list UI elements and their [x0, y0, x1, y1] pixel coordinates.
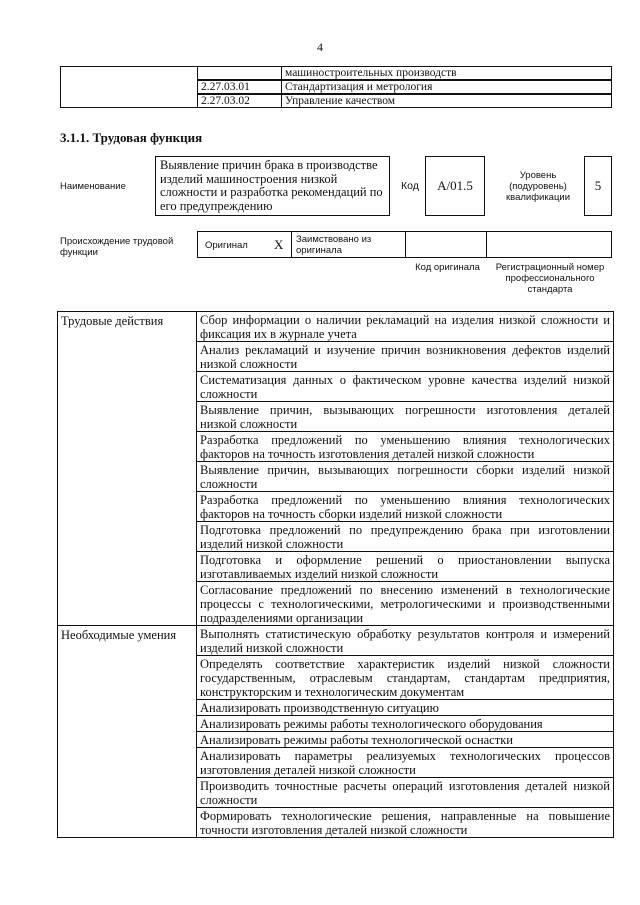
section-item: Анализировать режимы работы технологической оснастки	[197, 732, 614, 748]
page-number: 4	[317, 40, 323, 54]
top-table-blank-cell	[60, 66, 198, 80]
original-cell	[197, 231, 292, 258]
section-item: Анализировать параметры реализуемых технологических процессов изготовления деталей низкой сложности	[197, 748, 614, 778]
top-table-code-cell: 2.27.03.01	[197, 80, 282, 94]
original-mark: X	[274, 237, 284, 252]
borrowed-cell	[291, 231, 406, 258]
top-table-code-cell	[197, 66, 282, 80]
function-details-table	[57, 311, 614, 838]
top-table-name-cell: Стандартизация и метрология	[281, 80, 612, 94]
section-title: 3.1.1. Трудовая функция	[60, 130, 203, 145]
section-item: Подготовка и оформление решений о приостановлении выпуска изготавливаемых изделий низкой сложности	[197, 552, 614, 582]
section-item: Разработка предложений по уменьшению влияния технологических факторов на точность изготовления деталей низкой сложности	[197, 432, 614, 462]
section-item: Анализировать режимы работы технологического оборудования	[197, 716, 614, 732]
section-item: Разработка предложений по уменьшению влияния технологических факторов на точность сборки изделий низкой сложности	[197, 492, 614, 522]
section-category: Необходимые умения	[58, 626, 197, 838]
section-item: Анализировать производственную ситуацию	[197, 700, 614, 716]
reg-number-cell	[486, 231, 612, 258]
top-table-row	[60, 66, 612, 80]
origin-label: Происхождение трудовой функции	[60, 236, 174, 258]
section-item: Согласование предложений по внесению изменений в технологические процессы с технологическими, метрологическими и производственными подразделениями организации	[197, 582, 614, 626]
code-label: Код	[401, 180, 419, 192]
section-item: Выявление причин, вызывающих погрешности изготовления деталей низкой сложности	[197, 402, 614, 432]
section-item: Производить точностные расчеты операций изготовления деталей низкой сложности	[197, 778, 614, 808]
section-category: Трудовые действия	[58, 312, 197, 626]
section-item: Подготовка предложений по предупреждению брака при изготовлении изделий низкой сложности	[197, 522, 614, 552]
table-row	[58, 312, 614, 342]
section-item: Определять соответствие характеристик изделий низкой сложности государственным, отраслевым стандартам, стандартам предприятия, конструкторским и технологическим документам	[197, 656, 614, 700]
section-item: Анализ рекламаций и изучение причин возникновения дефектов изделий низкой сложности	[197, 342, 614, 372]
top-table-blank-cell	[60, 94, 198, 108]
level-value-box: 5	[584, 156, 612, 216]
top-table-blank-cell	[60, 80, 198, 94]
original-label: Оригинал	[205, 240, 248, 251]
section-item: Систематизация данных о фактическом уровне качества изделий низкой сложности	[197, 372, 614, 402]
function-name-box: Выявление причин брака в производстве изделий машиностроения низкой сложности и разработка рекомендаций по его предупреждению	[155, 156, 390, 216]
function-code-box: A/01.5	[425, 156, 485, 216]
table-row	[58, 626, 614, 656]
top-table-name-cell: машиностроительных производств	[281, 66, 612, 80]
reg-number-label: Регистрационный номер профессионального стандарта	[495, 262, 605, 295]
section-item: Выявление причин, вызывающих погрешности сборки изделий низкой сложности	[197, 462, 614, 492]
name-label: Наименование	[60, 181, 126, 192]
section-item: Сбор информации о наличии рекламаций на изделия низкой сложности и фиксация их в журнале учета	[197, 312, 614, 342]
level-label: Уровень (подуровень) квалификации	[505, 169, 571, 203]
code-original-label: Код оригинала	[415, 262, 480, 273]
section-item: Формировать технологические решения, направленные на повышение точности изготовления деталей низкой сложности	[197, 808, 614, 838]
top-table-row	[60, 80, 612, 94]
top-table-row	[60, 94, 612, 108]
borrowed-label: Заимствовано из оригинала	[296, 234, 372, 256]
code-original-cell	[405, 231, 487, 258]
top-table-name-cell: Управление качеством	[281, 94, 612, 108]
section-item: Выполнять статистическую обработку результатов контроля и измерений изделий низкой сложности	[197, 626, 614, 656]
top-table-code-cell: 2.27.03.02	[197, 94, 282, 108]
